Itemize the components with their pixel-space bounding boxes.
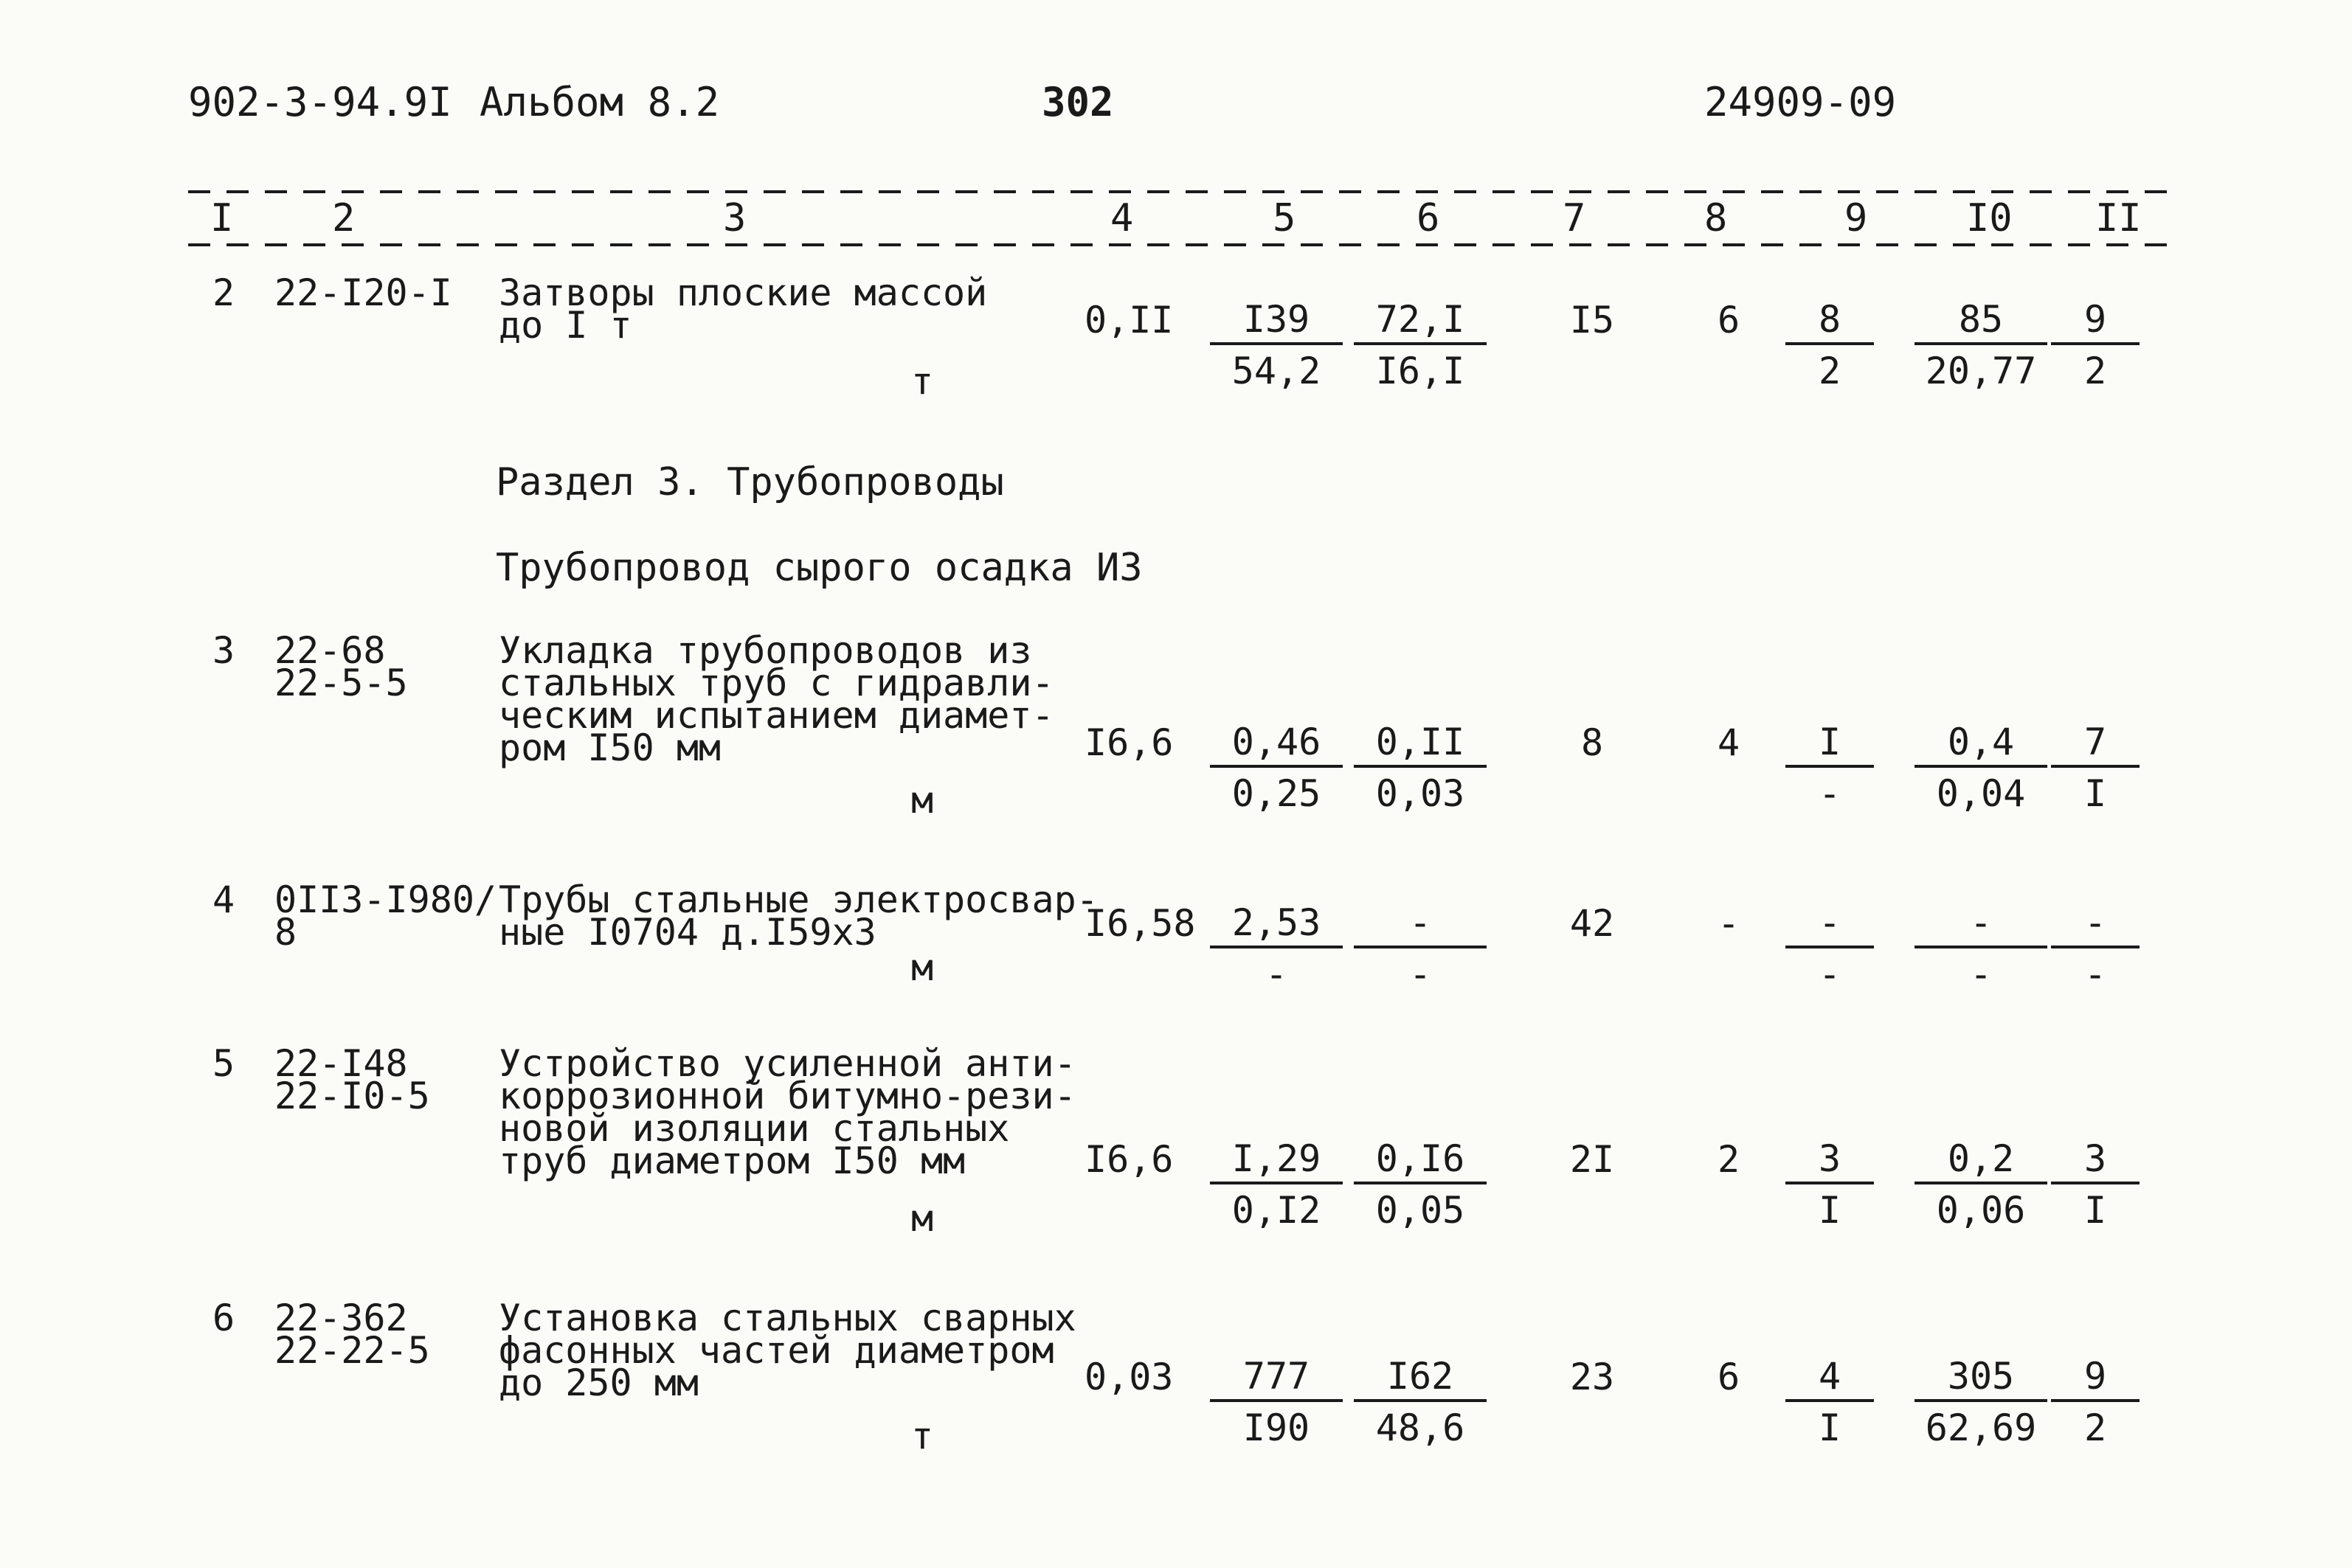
fraction-denominator: -	[1818, 772, 1841, 815]
row-c5-fraction	[1210, 901, 1343, 996]
row-col8: 6	[1718, 299, 1740, 341]
fraction-denominator: I6,I	[1375, 350, 1465, 392]
row-col8: 6	[1718, 1356, 1740, 1398]
row-code: 22-I20-I	[274, 271, 452, 314]
row-col7: I5	[1569, 299, 1615, 341]
column-header-10: I0	[1966, 196, 2013, 240]
fraction-numerator: 0,4	[1915, 724, 2047, 768]
fraction-denominator: -	[1818, 953, 1841, 996]
fraction-denominator: -	[2083, 953, 2107, 996]
row-col4: I6,6	[1085, 721, 1174, 764]
column-header-3: 3	[723, 196, 747, 240]
fraction-denominator: 0,I2	[1231, 1189, 1321, 1232]
column-header-11: II	[2095, 196, 2142, 240]
column-header-5: 5	[1273, 196, 1296, 240]
subsection-title: Трубопровод сырого осадка ИЗ	[496, 546, 1143, 590]
fraction-numerator: I62	[1354, 1358, 1487, 1402]
row-c9-fraction	[1785, 901, 1874, 996]
fraction-denominator: I	[1818, 1406, 1841, 1449]
fraction-numerator: -	[1785, 904, 1874, 948]
fraction-denominator: -	[1408, 953, 1432, 996]
row-c10-fraction	[1915, 721, 2047, 815]
fraction-numerator: 85	[1915, 301, 2047, 345]
fraction-numerator: 305	[1915, 1358, 2047, 1402]
row-col8: 2	[1718, 1138, 1740, 1181]
row-c5-fraction	[1210, 298, 1343, 392]
column-header-8: 8	[1704, 196, 1728, 240]
fraction-denominator: I90	[1242, 1406, 1310, 1449]
column-header-4: 4	[1110, 196, 1134, 240]
row-unit: т	[911, 360, 934, 403]
fraction-numerator: 4	[1785, 1358, 1874, 1402]
row-description: Трубы стальные электросвар- ные I0704 д.I59х3	[499, 878, 1099, 954]
fraction-numerator: -	[1354, 904, 1487, 948]
row-c5-fraction	[1210, 721, 1343, 815]
row-col4: 0,II	[1085, 299, 1174, 341]
row-c10-fraction	[1915, 298, 2047, 392]
fraction-numerator: 7	[2051, 724, 2140, 768]
row-c10-fraction	[1915, 1137, 2047, 1232]
row-code: 22-I48 22-I0-5	[274, 1042, 430, 1117]
row-c11-fraction	[2051, 1137, 2140, 1232]
row-c10-fraction	[1915, 901, 2047, 996]
fraction-denominator: 0,25	[1231, 772, 1321, 815]
row-c9-fraction	[1785, 298, 1874, 392]
section-title: Раздел 3. Трубопроводы	[496, 460, 1004, 504]
row-number: 3	[212, 629, 235, 672]
fraction-denominator: I	[2083, 1189, 2107, 1232]
column-header-7: 7	[1563, 196, 1586, 240]
row-unit: м	[911, 1197, 934, 1240]
row-col7: 8	[1580, 721, 1604, 764]
column-header-9: 9	[1844, 196, 1868, 240]
fraction-numerator: -	[1915, 904, 2047, 948]
fraction-numerator: -	[2051, 904, 2140, 948]
fraction-denominator: 62,69	[1925, 1406, 2037, 1449]
fraction-numerator: 0,I6	[1354, 1140, 1487, 1184]
row-col8: 4	[1718, 721, 1740, 764]
row-c11-fraction	[2051, 298, 2140, 392]
row-number: 4	[212, 878, 235, 921]
fraction-denominator: 2	[2083, 1406, 2107, 1449]
album-label: Альбом 8.2	[480, 79, 720, 125]
row-c11-fraction	[2051, 721, 2140, 815]
fraction-denominator: 0,05	[1375, 1189, 1465, 1232]
row-c6-fraction	[1354, 298, 1487, 392]
row-number: 5	[212, 1042, 235, 1085]
header-rule-top	[188, 190, 2180, 193]
fraction-numerator: 0,2	[1915, 1140, 2047, 1184]
row-code: 22-68 22-5-5	[274, 629, 408, 704]
fraction-denominator: -	[1969, 953, 1993, 996]
row-col4: 0,03	[1085, 1356, 1174, 1398]
row-col4: I6,58	[1085, 902, 1196, 945]
row-c11-fraction	[2051, 901, 2140, 996]
row-code: 22-362 22-22-5	[274, 1297, 430, 1372]
row-c9-fraction	[1785, 721, 1874, 815]
fraction-numerator: 9	[2051, 301, 2140, 345]
fraction-denominator: 2	[2083, 350, 2107, 392]
row-description: Установка стальных сварных фасонных частей диаметром до 250 мм	[499, 1297, 1076, 1404]
row-unit: м	[911, 946, 934, 989]
fraction-denominator: 0,03	[1375, 772, 1465, 815]
row-c6-fraction	[1354, 1137, 1487, 1232]
fraction-denominator: 2	[1818, 350, 1841, 392]
row-col4: I6,6	[1085, 1138, 1174, 1181]
fraction-numerator: 2,53	[1210, 904, 1343, 948]
fraction-numerator: 0,II	[1354, 724, 1487, 768]
fraction-numerator: 72,I	[1354, 301, 1487, 345]
fraction-denominator: 54,2	[1231, 350, 1321, 392]
row-c6-fraction	[1354, 721, 1487, 815]
fraction-denominator: I	[1818, 1189, 1841, 1232]
fraction-numerator: 9	[2051, 1358, 2140, 1402]
fraction-denominator: 48,6	[1375, 1406, 1465, 1449]
column-header-1: I	[210, 196, 234, 240]
fraction-numerator: 777	[1210, 1358, 1343, 1402]
fraction-denominator: 20,77	[1925, 350, 2037, 392]
page-number: 302	[1042, 79, 1114, 125]
row-col7: 2I	[1569, 1138, 1615, 1181]
row-description: Укладка трубопроводов из стальных труб с гидравли- ческим испытанием диамет- ром I50 мм	[499, 629, 1054, 769]
fraction-numerator: I,29	[1210, 1140, 1343, 1184]
row-col7: 42	[1569, 902, 1615, 945]
row-c9-fraction	[1785, 1137, 1874, 1232]
column-header-6: 6	[1417, 196, 1440, 240]
row-unit: м	[911, 779, 934, 822]
row-c11-fraction	[2051, 1355, 2140, 1449]
row-c6-fraction	[1354, 1355, 1487, 1449]
document-number: 24909-09	[1704, 79, 1897, 125]
row-number: 6	[212, 1297, 235, 1339]
document-code: 902-3-94.9I	[188, 79, 452, 125]
row-c6-fraction	[1354, 901, 1487, 996]
row-description: Устройство усиленной анти- коррозионной битумно-рези- новой изоляции стальных труб диаметром I50 мм	[499, 1042, 1076, 1182]
fraction-numerator: 3	[2051, 1140, 2140, 1184]
row-c5-fraction	[1210, 1137, 1343, 1232]
fraction-numerator: 0,46	[1210, 724, 1343, 768]
fraction-denominator: 0,06	[1936, 1189, 2026, 1232]
fraction-numerator: I39	[1210, 301, 1343, 345]
row-c9-fraction	[1785, 1355, 1874, 1449]
row-description: Затворы плоские массой до I т	[499, 271, 988, 347]
row-col8: -	[1718, 902, 1740, 945]
row-unit: т	[911, 1415, 934, 1457]
fraction-denominator: I	[2083, 772, 2107, 815]
row-code: 0II3-I980/ 8	[274, 878, 497, 954]
header-rule-bottom	[188, 243, 2180, 246]
row-number: 2	[212, 271, 235, 314]
row-col7: 23	[1569, 1356, 1615, 1398]
fraction-numerator: 8	[1785, 301, 1874, 345]
fraction-numerator: I	[1785, 724, 1874, 768]
fraction-denominator: 0,04	[1936, 772, 2026, 815]
row-c10-fraction	[1915, 1355, 2047, 1449]
fraction-denominator: -	[1265, 953, 1288, 996]
row-c5-fraction	[1210, 1355, 1343, 1449]
fraction-numerator: 3	[1785, 1140, 1874, 1184]
column-header-2: 2	[332, 196, 356, 240]
